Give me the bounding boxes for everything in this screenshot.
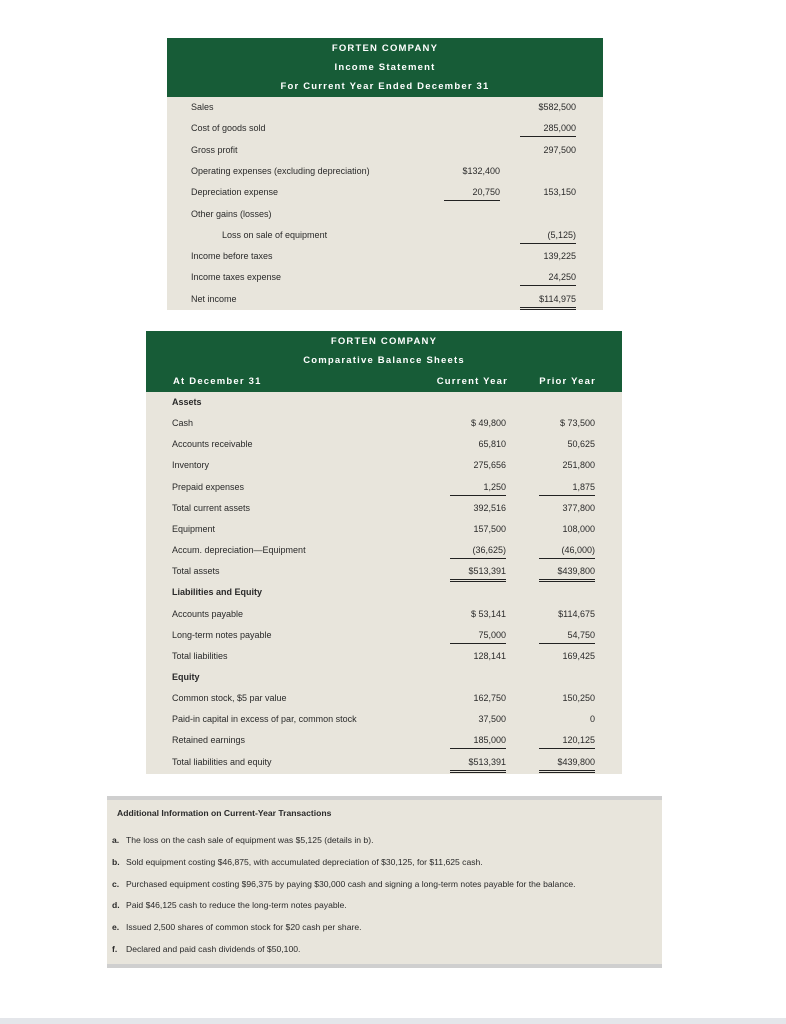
row-label: Accum. depreciation—Equipment	[172, 545, 306, 556]
current-year-value: 1,250	[450, 479, 506, 496]
row-label: Loss on sale of equipment	[222, 229, 328, 240]
table-row	[146, 498, 622, 519]
row-label: Inventory	[172, 460, 210, 471]
info-item	[112, 857, 483, 867]
statement-title: Income Statement	[334, 62, 436, 73]
table-row	[146, 519, 622, 540]
row-label: Total assets	[172, 566, 220, 577]
section-heading	[146, 582, 622, 603]
current-year-value: $ 49,800	[470, 418, 506, 429]
table-row	[167, 225, 603, 246]
table-row	[146, 455, 622, 476]
row-label: Other gains (losses)	[191, 208, 272, 219]
row-label: Sales	[191, 102, 214, 112]
amount-inner: $132,400	[462, 165, 500, 176]
row-label: Paid-in capital in excess of par, common stock	[172, 714, 357, 725]
income-statement-header	[167, 38, 603, 97]
prior-year-value: $114,675	[558, 608, 595, 619]
additional-info-title: Additional Information on Current-Year Transactions	[117, 808, 332, 818]
table-row	[167, 140, 603, 161]
current-year-value: 65,810	[478, 439, 506, 450]
current-year-value: 162,750	[473, 693, 506, 704]
info-item	[112, 900, 347, 910]
table-row	[146, 413, 622, 434]
prior-year-value: 1,875	[539, 479, 595, 496]
amount-outer: (5,125)	[520, 227, 576, 244]
row-label: Income taxes expense	[191, 272, 282, 283]
prior-year-value: $439,800	[539, 754, 595, 773]
row-label: Liabilities and Equity	[172, 587, 263, 598]
row-label: Accounts receivable	[172, 439, 253, 450]
row-label: Net income	[191, 293, 237, 304]
current-year-value: 392,516	[473, 502, 506, 513]
amount-outer: $582,500	[538, 102, 576, 112]
prior-year-value: 150,250	[562, 693, 595, 704]
table-row	[167, 267, 603, 288]
column-header-current: Current Year	[436, 376, 508, 387]
amount-outer: 139,225	[543, 251, 576, 262]
row-label: Total current assets	[172, 502, 251, 513]
info-item	[112, 835, 373, 845]
item-text: Issued 2,500 shares of common stock for $20 cash per share.	[126, 922, 362, 933]
column-header-prior: Prior Year	[539, 376, 596, 387]
table-row	[167, 182, 603, 203]
item-text: The loss on the cash sale of equipment was $5,125 (details in b).	[126, 835, 374, 845]
table-row	[146, 625, 622, 646]
item-text: Declared and paid cash dividends of $50,100.	[126, 944, 301, 954]
item-letter: c.	[112, 878, 120, 889]
prior-year-value: 0	[589, 714, 595, 725]
company-name: FORTEN COMPANY	[330, 336, 438, 347]
table-row	[146, 646, 622, 667]
current-year-value: 75,000	[450, 627, 506, 644]
item-text: Paid $46,125 cash to reduce the long-term notes payable.	[126, 900, 347, 911]
current-year-value: $513,391	[450, 754, 506, 773]
prior-year-value: 169,425	[562, 650, 595, 661]
prior-year-value: 50,625	[567, 439, 595, 450]
current-year-value: 157,500	[473, 523, 506, 534]
current-year-value: $513,391	[450, 563, 506, 582]
additional-information-box	[107, 796, 662, 968]
row-label: Total liabilities	[172, 650, 228, 661]
row-label: Assets	[172, 397, 202, 407]
section-heading	[146, 392, 622, 413]
table-row	[146, 540, 622, 561]
row-label: Accounts payable	[172, 608, 244, 619]
table-row	[146, 752, 622, 773]
amount-outer: 297,500	[543, 144, 576, 155]
prior-year-value: 108,000	[562, 523, 595, 534]
balance-sheet-table	[146, 331, 622, 774]
item-text: Sold equipment costing $46,875, with accumulated depreciation of $30,125, for $11,625 cash.	[126, 856, 483, 867]
current-year-value: 37,500	[478, 714, 506, 725]
current-year-value: 128,141	[473, 650, 506, 661]
income-statement-table	[167, 38, 603, 310]
table-row	[146, 730, 622, 751]
info-item	[112, 944, 300, 954]
table-row	[146, 604, 622, 625]
row-label: Gross profit	[191, 144, 238, 155]
balance-sheet-body	[146, 392, 622, 774]
item-letter: f.	[112, 944, 118, 954]
table-row	[146, 709, 622, 730]
row-label: Total liabilities and equity	[172, 756, 272, 767]
current-year-value: $ 53,141	[470, 608, 506, 619]
amount-outer: 153,150	[543, 187, 576, 198]
info-item	[112, 879, 576, 889]
table-row	[167, 97, 603, 118]
table-row	[167, 161, 603, 182]
row-label: Depreciation expense	[191, 187, 279, 198]
bottom-divider	[0, 1018, 786, 1024]
amount-inner: 20,750	[444, 184, 500, 201]
prior-year-value: 377,800	[562, 502, 595, 513]
item-letter: a.	[112, 835, 120, 845]
row-label: Equipment	[172, 523, 216, 534]
current-year-value: 185,000	[450, 732, 506, 749]
section-heading	[146, 667, 622, 688]
amount-outer: $114,975	[520, 291, 576, 310]
item-letter: d.	[112, 900, 120, 911]
current-year-value: (36,625)	[450, 542, 506, 559]
prior-year-value: 54,750	[539, 627, 595, 644]
prior-year-value: $439,800	[539, 563, 595, 582]
table-row	[146, 561, 622, 582]
company-name: FORTEN COMPANY	[331, 43, 439, 54]
amount-outer: 285,000	[520, 120, 576, 137]
item-letter: b.	[112, 856, 120, 867]
statement-period: For Current Year Ended December 31	[280, 81, 490, 92]
prior-year-value: 251,800	[562, 460, 595, 471]
row-label: Income before taxes	[191, 251, 273, 262]
item-letter: e.	[112, 922, 120, 933]
info-item	[112, 922, 362, 932]
table-row	[167, 289, 603, 310]
row-label: Long-term notes payable	[172, 629, 272, 640]
table-row	[167, 246, 603, 267]
row-label: Common stock, $5 par value	[172, 693, 287, 704]
table-row	[167, 204, 603, 225]
prior-year-value: (46,000)	[539, 542, 595, 559]
row-label: Retained earnings	[172, 735, 246, 746]
column-header-date: At December 31	[173, 376, 262, 387]
income-statement-body	[167, 97, 603, 310]
row-label: Equity	[172, 671, 200, 682]
row-label: Operating expenses (excluding depreciation)	[191, 165, 370, 176]
balance-sheet-header	[146, 331, 622, 392]
table-row	[167, 118, 603, 139]
current-year-value: 275,656	[473, 460, 506, 471]
row-label: Prepaid expenses	[172, 481, 245, 492]
item-text: Purchased equipment costing $96,375 by paying $30,000 cash and signing a long-term notes payable for the balance.	[126, 878, 576, 889]
table-row	[146, 477, 622, 498]
row-label: Cash	[172, 418, 194, 429]
row-label: Cost of goods sold	[191, 123, 266, 134]
amount-outer: 24,250	[520, 269, 576, 286]
prior-year-value: 120,125	[539, 732, 595, 749]
prior-year-value: $ 73,500	[559, 418, 595, 429]
statement-title: Comparative Balance Sheets	[303, 355, 465, 366]
table-row	[146, 688, 622, 709]
table-row	[146, 434, 622, 455]
